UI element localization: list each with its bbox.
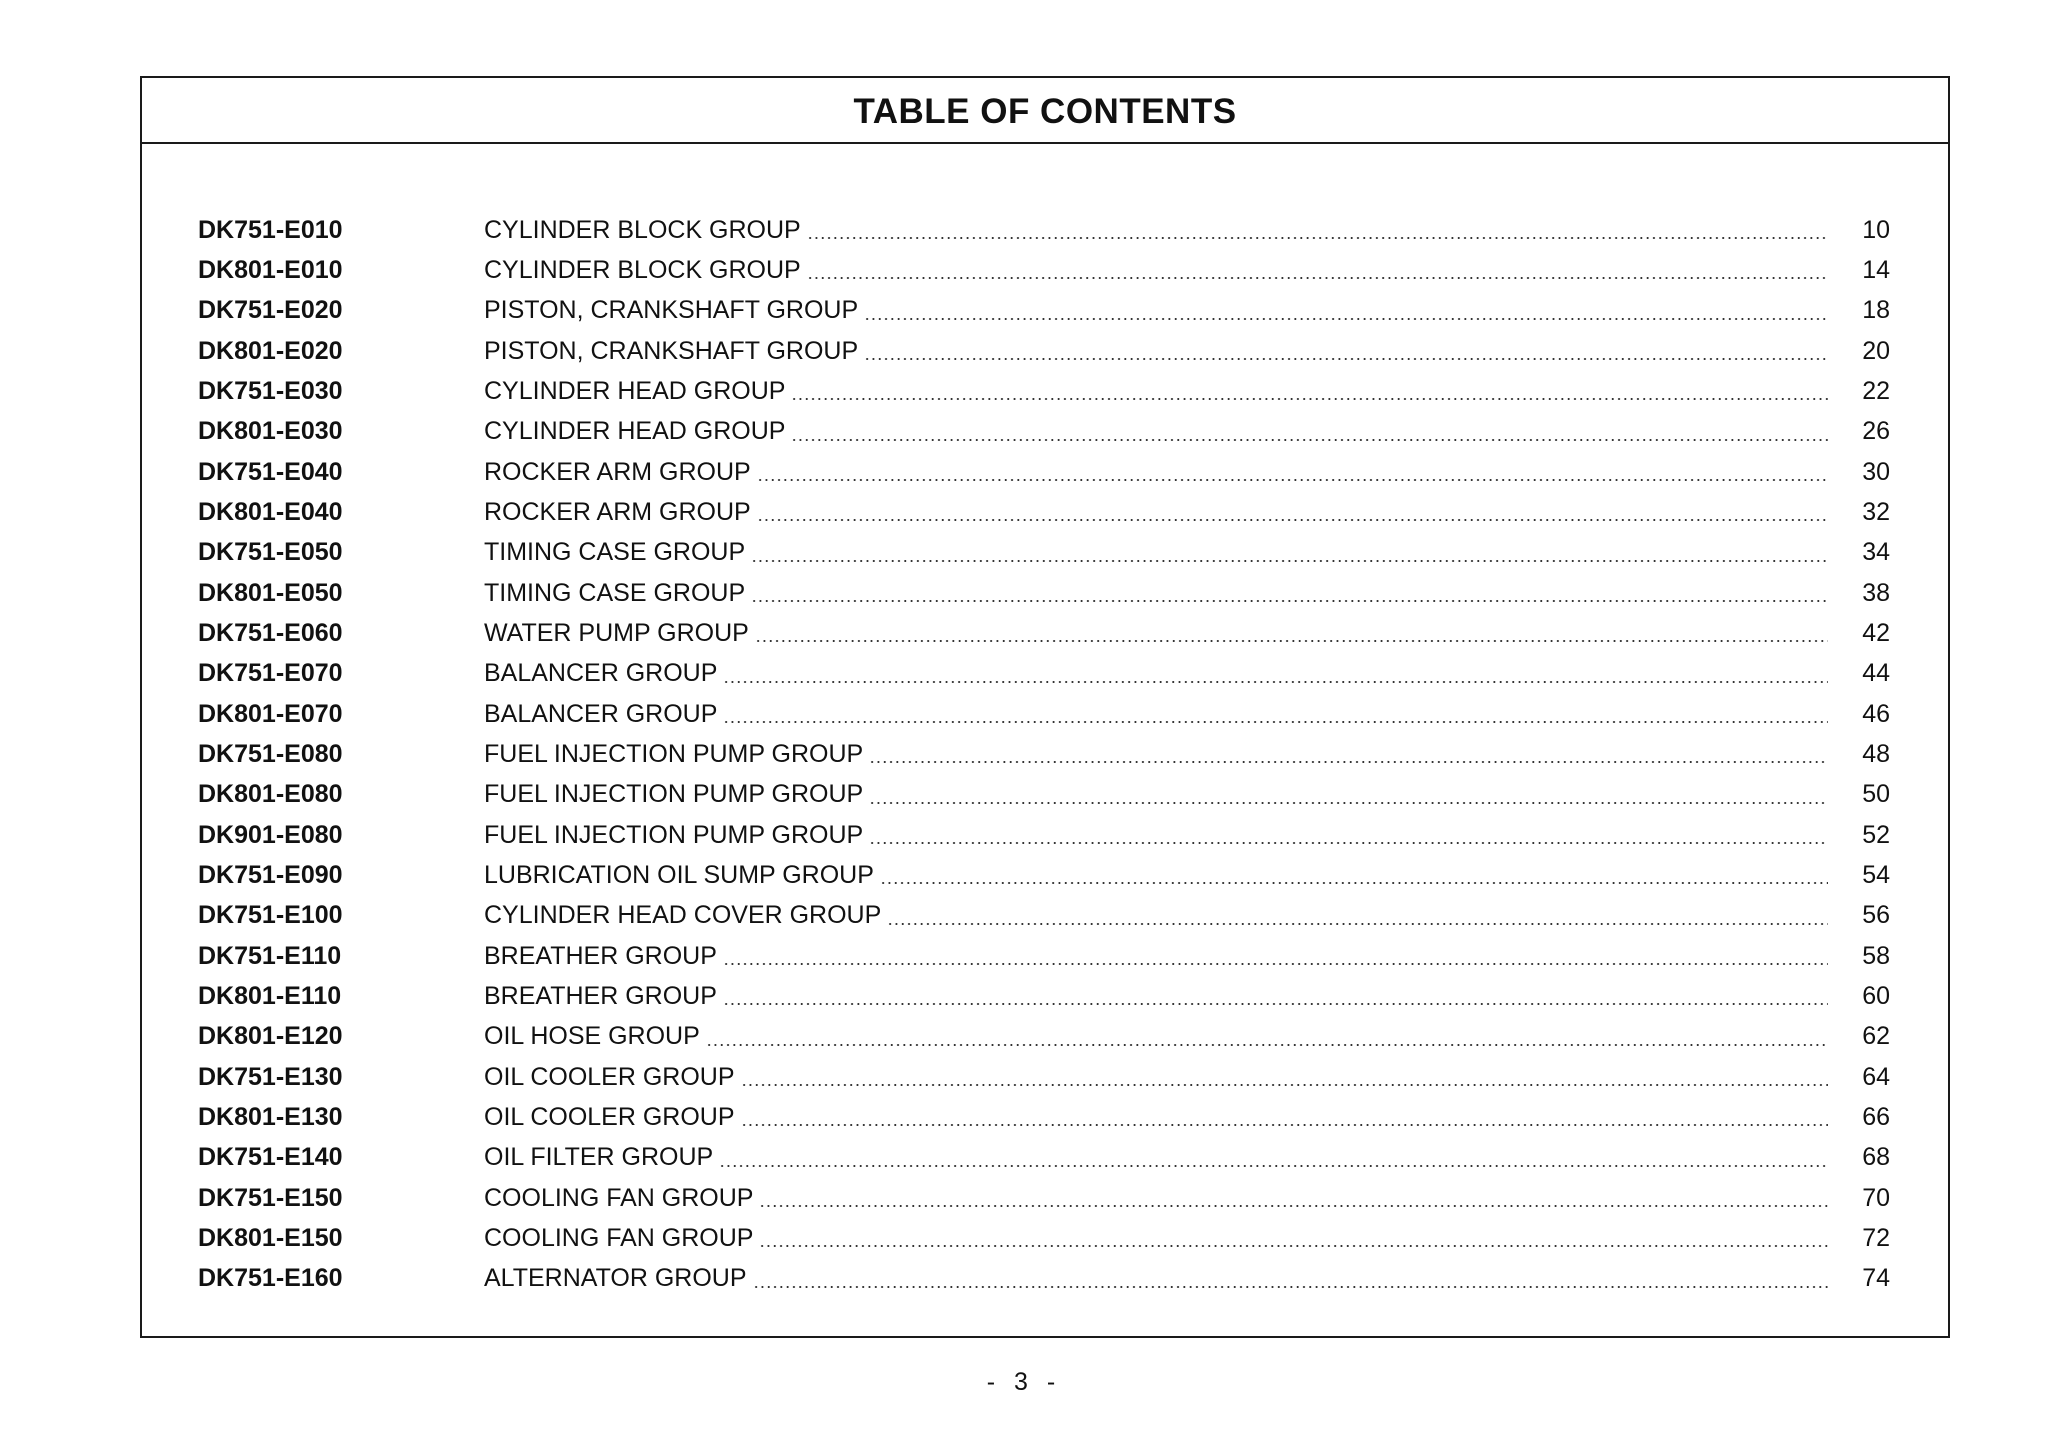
toc-entry-page: 34 xyxy=(1862,538,1890,567)
toc-entry-name: BREATHER GROUP xyxy=(484,941,717,970)
toc-entry xyxy=(198,291,1890,331)
toc-entry xyxy=(198,1218,1890,1258)
toc-entry xyxy=(198,613,1890,653)
toc-entry xyxy=(198,452,1890,492)
toc-entry-name: CYLINDER HEAD GROUP xyxy=(484,417,786,446)
toc-entry-page: 30 xyxy=(1862,457,1890,486)
toc-entry xyxy=(198,371,1890,411)
toc-entry-code: DK751-E140 xyxy=(198,1143,343,1172)
toc-entry-name: OIL COOLER GROUP xyxy=(484,1102,735,1131)
toc-entry xyxy=(198,1017,1890,1057)
toc-entry-name: PISTON, CRANKSHAFT GROUP xyxy=(484,296,859,325)
toc-entry-page: 22 xyxy=(1862,376,1890,405)
toc-entry-name: LUBRICATION OIL SUMP GROUP xyxy=(484,860,874,889)
toc-entry-page: 72 xyxy=(1862,1223,1890,1252)
dot-leader xyxy=(869,802,1828,804)
toc-entry xyxy=(198,896,1890,936)
toc-entry xyxy=(198,694,1890,734)
toc-entry xyxy=(198,855,1890,895)
toc-entry-name: BREATHER GROUP xyxy=(484,981,717,1010)
toc-entry-code: DK751-E020 xyxy=(198,296,343,325)
toc-entry-code: DK751-E150 xyxy=(198,1183,343,1212)
toc-entry xyxy=(198,1178,1890,1218)
toc-entry-page: 10 xyxy=(1862,215,1890,244)
dot-leader xyxy=(723,1003,1828,1005)
dot-leader xyxy=(741,1084,1828,1086)
dot-leader xyxy=(723,721,1828,723)
dot-leader xyxy=(723,681,1828,683)
toc-entry-code: DK751-E090 xyxy=(198,860,343,889)
toc-entry-name: ALTERNATOR GROUP xyxy=(484,1264,747,1293)
toc-entry-page: 70 xyxy=(1862,1183,1890,1212)
toc-entry-name: FUEL INJECTION PUMP GROUP xyxy=(484,820,864,849)
toc-entry xyxy=(198,331,1890,371)
dot-leader xyxy=(807,237,1828,239)
toc-entry-name: ROCKER ARM GROUP xyxy=(484,497,751,526)
dot-leader xyxy=(751,560,1828,562)
dot-leader xyxy=(864,358,1828,360)
toc-entry-code: DK751-E130 xyxy=(198,1062,343,1091)
toc-entry-code: DK751-E070 xyxy=(198,659,343,688)
toc-entry-name: CYLINDER HEAD COVER GROUP xyxy=(484,901,882,930)
toc-entry-page: 14 xyxy=(1862,255,1890,284)
toc-entry-code: DK751-E060 xyxy=(198,618,343,647)
toc-entry-page: 58 xyxy=(1862,941,1890,970)
toc-entry xyxy=(198,412,1890,452)
toc-entry-page: 50 xyxy=(1862,780,1890,809)
toc-entry-name: BALANCER GROUP xyxy=(484,659,718,688)
toc-entry-code: DK801-E110 xyxy=(198,981,342,1010)
dot-leader xyxy=(751,600,1828,602)
toc-entry-page: 62 xyxy=(1862,1022,1890,1051)
toc-entry xyxy=(198,533,1890,573)
toc-entry-name: OIL FILTER GROUP xyxy=(484,1143,714,1172)
dot-leader xyxy=(869,761,1828,763)
toc-entry-name: COOLING FAN GROUP xyxy=(484,1223,754,1252)
dot-leader xyxy=(807,277,1828,279)
toc-entry-code: DK751-E110 xyxy=(198,941,342,970)
dot-leader xyxy=(759,1245,1828,1247)
toc-entry-page: 48 xyxy=(1862,739,1890,768)
toc-entry-page: 20 xyxy=(1862,336,1890,365)
toc-entry-name: CYLINDER BLOCK GROUP xyxy=(484,255,801,284)
toc-entry-name: CYLINDER BLOCK GROUP xyxy=(484,215,801,244)
toc-entry-code: DK801-E050 xyxy=(198,578,343,607)
toc-entry-code: DK801-E120 xyxy=(198,1022,343,1051)
dot-leader xyxy=(791,439,1828,441)
dot-leader xyxy=(791,398,1828,400)
toc-entry xyxy=(198,492,1890,532)
toc-entry-code: DK751-E040 xyxy=(198,457,343,486)
toc-entry-name: PISTON, CRANKSHAFT GROUP xyxy=(484,336,859,365)
toc-entry-page: 68 xyxy=(1862,1143,1890,1172)
toc-entry-code: DK751-E160 xyxy=(198,1264,343,1293)
toc-entry xyxy=(198,250,1890,290)
toc-entry-page: 46 xyxy=(1862,699,1890,728)
toc-entry-page: 38 xyxy=(1862,578,1890,607)
dot-leader xyxy=(887,923,1828,925)
toc-entry xyxy=(198,815,1890,855)
toc-entry-page: 54 xyxy=(1862,860,1890,889)
dot-leader xyxy=(757,479,1828,481)
toc-entry-code: DK751-E030 xyxy=(198,376,343,405)
toc-entry-page: 42 xyxy=(1862,618,1890,647)
toc-header xyxy=(142,78,1948,144)
toc-entry-page: 66 xyxy=(1862,1102,1890,1131)
dot-leader xyxy=(759,1205,1828,1207)
toc-entry-page: 60 xyxy=(1862,981,1890,1010)
toc-entry-code: DK751-E100 xyxy=(198,901,343,930)
toc-entry-name: FUEL INJECTION PUMP GROUP xyxy=(484,780,864,809)
dot-leader xyxy=(869,842,1828,844)
toc-entry xyxy=(198,654,1890,694)
toc-entry xyxy=(198,1138,1890,1178)
page-number: - 3 - xyxy=(986,1368,1062,1396)
toc-entry xyxy=(198,210,1890,250)
toc-entry-code: DK751-E010 xyxy=(198,215,343,244)
table-of-contents-box xyxy=(140,76,1950,1338)
toc-entry-code: DK801-E020 xyxy=(198,336,343,365)
toc-entry-name: ROCKER ARM GROUP xyxy=(484,457,751,486)
dot-leader xyxy=(741,1124,1828,1126)
toc-entry-code: DK801-E070 xyxy=(198,699,343,728)
toc-entry-code: DK801-E040 xyxy=(198,497,343,526)
toc-entry-name: TIMING CASE GROUP xyxy=(484,578,746,607)
toc-entry-name: OIL COOLER GROUP xyxy=(484,1062,735,1091)
toc-entry-page: 56 xyxy=(1862,901,1890,930)
toc-entry xyxy=(198,734,1890,774)
toc-entry-page: 18 xyxy=(1862,296,1890,325)
dot-leader xyxy=(755,640,1828,642)
toc-entry-name: TIMING CASE GROUP xyxy=(484,538,746,567)
toc-entry-page: 52 xyxy=(1862,820,1890,849)
toc-entry-code: DK801-E130 xyxy=(198,1102,343,1131)
toc-entry xyxy=(198,1259,1890,1299)
toc-entry xyxy=(198,1057,1890,1097)
toc-entry-name: FUEL INJECTION PUMP GROUP xyxy=(484,739,864,768)
toc-entry-page: 26 xyxy=(1862,417,1890,446)
toc-entry-code: DK801-E030 xyxy=(198,417,343,446)
toc-entry xyxy=(198,936,1890,976)
toc-entry xyxy=(198,775,1890,815)
dot-leader xyxy=(753,1286,1828,1288)
dot-leader xyxy=(723,963,1828,965)
dot-leader xyxy=(757,519,1828,521)
dot-leader xyxy=(864,318,1828,320)
toc-entry-name: COOLING FAN GROUP xyxy=(484,1183,754,1212)
toc-entry-name: BALANCER GROUP xyxy=(484,699,718,728)
toc-entry-code: DK751-E050 xyxy=(198,538,343,567)
toc-entry-name: OIL HOSE GROUP xyxy=(484,1022,700,1051)
toc-entry-code: DK901-E080 xyxy=(198,820,343,849)
dot-leader xyxy=(706,1044,1828,1046)
toc-entry-code: DK751-E080 xyxy=(198,739,343,768)
dot-leader xyxy=(880,882,1828,884)
toc-entry xyxy=(198,1097,1890,1137)
toc-entry-page: 44 xyxy=(1862,659,1890,688)
toc-list xyxy=(198,210,1890,1299)
dot-leader xyxy=(719,1165,1828,1167)
toc-entry-page: 32 xyxy=(1862,497,1890,526)
toc-entry-code: DK801-E150 xyxy=(198,1223,343,1252)
toc-entry-code: DK801-E080 xyxy=(198,780,343,809)
toc-entry-code: DK801-E010 xyxy=(198,255,343,284)
toc-entry-name: WATER PUMP GROUP xyxy=(484,618,749,647)
toc-entry xyxy=(198,976,1890,1016)
toc-entry-page: 74 xyxy=(1862,1264,1890,1293)
page-title: TABLE OF CONTENTS xyxy=(853,92,1237,131)
toc-entry-name: CYLINDER HEAD GROUP xyxy=(484,376,786,405)
toc-entry xyxy=(198,573,1890,613)
toc-entry-page: 64 xyxy=(1862,1062,1890,1091)
